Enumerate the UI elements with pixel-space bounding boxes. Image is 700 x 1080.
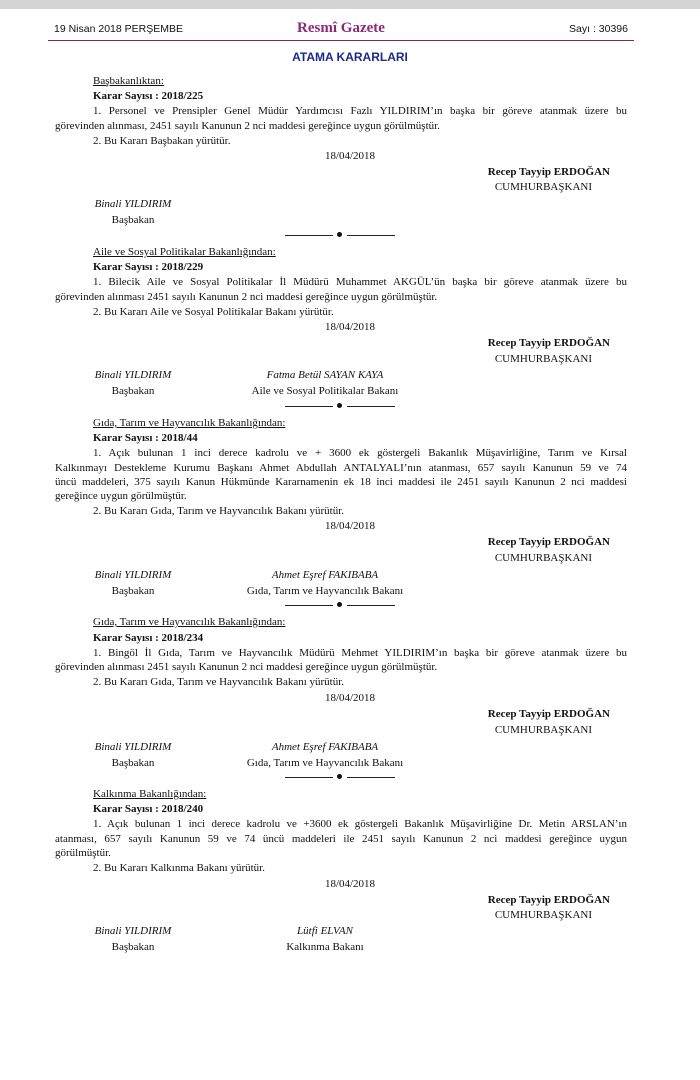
decree-date: 18/04/2018 bbox=[324, 150, 376, 162]
page-header bbox=[48, 18, 634, 41]
minister-title: Aile ve Sosyal Politikalar Bakanı bbox=[251, 385, 399, 397]
president-title: CUMHURBAŞKANI bbox=[494, 909, 592, 921]
minister-title: Kalkınma Bakanı bbox=[286, 941, 364, 953]
decree-number: Karar Sayısı : 2018/225 bbox=[93, 90, 204, 102]
section-title: ATAMA KARARLARI bbox=[292, 50, 408, 64]
decree-number: Karar Sayısı : 2018/240 bbox=[93, 803, 204, 815]
ministry-heading: Kalkınma Bakanlığından: bbox=[93, 788, 207, 800]
pm-name: Binali YILDIRIM bbox=[94, 369, 172, 381]
minister-name: Ahmet Eşref FAKIBABA bbox=[271, 741, 379, 753]
decree-date: 18/04/2018 bbox=[324, 520, 376, 532]
paragraph-line: Kalkınmayı Destekleme Kurumu Başkanı Ahmet Abdullah ANTALYALI’nın atanması, 657 sayılı Kanunun 59 ve 74 bbox=[55, 462, 627, 474]
paragraph-line: 1. Personel ve Prensipler Genel Müdür Yardımcısı Fazlı YILDIRIM’ın başka bir göreve atanmak üzere bu bbox=[93, 105, 627, 117]
paragraph-line: gereğince uygun görülmüştür. bbox=[55, 490, 187, 502]
paragraph-line: 1. Açık bulunan 1 inci derece kadrolu ve +3600 ek göstergeli Bakanlık Müşavirliğine Dr. Metin ARSLAN’ın bbox=[93, 818, 627, 830]
pm-title: Başbakan bbox=[111, 385, 155, 397]
top-strip bbox=[0, 0, 700, 9]
minister-name: Ahmet Eşref FAKIBABA bbox=[271, 569, 379, 581]
ministry-heading: Aile ve Sosyal Politikalar Bakanlığından: bbox=[93, 246, 276, 258]
paragraph-line: 1. Açık bulunan 1 inci derece kadrolu ve + 3600 ek göstergeli Bakanlık Müşavirliğine, Tarım ve Kırsal bbox=[93, 447, 627, 459]
president-title: CUMHURBAŞKANI bbox=[494, 181, 592, 193]
minister-name: Fatma Betül SAYAN KAYA bbox=[266, 369, 384, 381]
separator bbox=[285, 230, 395, 240]
decree-date: 18/04/2018 bbox=[324, 692, 376, 704]
ministry-heading: Gıda, Tarım ve Hayvancılık Bakanlığından: bbox=[93, 616, 286, 628]
president-name: Recep Tayyip ERDOĞAN bbox=[487, 166, 610, 178]
pm-name: Binali YILDIRIM bbox=[94, 925, 172, 937]
minister-title: Gıda, Tarım ve Hayvancılık Bakanı bbox=[246, 585, 404, 597]
president-name: Recep Tayyip ERDOĞAN bbox=[487, 894, 610, 906]
pm-name: Binali YILDIRIM bbox=[94, 198, 172, 210]
pm-name: Binali YILDIRIM bbox=[94, 741, 172, 753]
president-title: CUMHURBAŞKANI bbox=[494, 353, 592, 365]
president-name: Recep Tayyip ERDOĞAN bbox=[487, 337, 610, 349]
paragraph-line: görevinden alınması, 2451 sayılı Kanunun 2 nci maddesi gereğince uygun görülmüştür. bbox=[55, 120, 440, 132]
ministry-heading: Gıda, Tarım ve Hayvancılık Bakanlığından: bbox=[93, 417, 286, 429]
president-name: Recep Tayyip ERDOĞAN bbox=[487, 536, 610, 548]
decree-number: Karar Sayısı : 2018/234 bbox=[93, 632, 204, 644]
execution-clause: 2. Bu Kararı Gıda, Tarım ve Hayvancılık Bakanı yürütür. bbox=[93, 505, 345, 517]
separator bbox=[285, 772, 395, 782]
pm-title: Başbakan bbox=[111, 585, 155, 597]
issue-number: Sayı : 30396 bbox=[569, 23, 628, 35]
execution-clause: 2. Bu Kararı Başbakan yürütür. bbox=[93, 135, 231, 147]
decree-number: Karar Sayısı : 2018/229 bbox=[93, 261, 204, 273]
paragraph-line: görevinden alınması 2451 sayılı Kanunun 2 nci maddesi gereğince uygun görülmüştür. bbox=[55, 291, 438, 303]
gazette-title: Resmî Gazete bbox=[297, 20, 385, 36]
pm-title: Başbakan bbox=[111, 214, 155, 226]
president-title: CUMHURBAŞKANI bbox=[494, 552, 592, 564]
ministry-heading: Başbakanlıktan: bbox=[93, 75, 164, 87]
decree-number: Karar Sayısı : 2018/44 bbox=[93, 432, 198, 444]
pm-title: Başbakan bbox=[111, 757, 155, 769]
paragraph-line: görülmüştür. bbox=[55, 847, 111, 859]
separator bbox=[285, 600, 395, 610]
decree-date: 18/04/2018 bbox=[324, 878, 376, 890]
pm-name: Binali YILDIRIM bbox=[94, 569, 172, 581]
paragraph-line: üncü maddeleri, 375 sayılı Kanun Hükmünde Kararnamenin ek 18 inci maddesi ile 2451 sayılı Kanunun 2 nci maddesi bbox=[55, 476, 627, 488]
paragraph-line: 1. Bilecik Aile ve Sosyal Politikalar İl Müdürü Muhammet AKGÜL’ün başka bir göreve atanmak üzere bu bbox=[93, 276, 627, 288]
execution-clause: 2. Bu Kararı Gıda, Tarım ve Hayvancılık Bakanı yürütür. bbox=[93, 676, 345, 688]
execution-clause: 2. Bu Kararı Kalkınma Bakanı yürütür. bbox=[93, 862, 265, 874]
pm-title: Başbakan bbox=[111, 941, 155, 953]
paragraph-line: atanması, 657 sayılı Kanunun 59 ve 74 üncü maddeleri ile 2451 sayılı Kanunun 2 nci maddesi gereğince uygun bbox=[55, 833, 627, 845]
president-name: Recep Tayyip ERDOĞAN bbox=[487, 708, 610, 720]
decree-date: 18/04/2018 bbox=[324, 321, 376, 333]
president-title: CUMHURBAŞKANI bbox=[494, 724, 592, 736]
separator bbox=[285, 401, 395, 411]
paragraph-line: görevinden alınması 2451 sayılı Kanunun 2 nci maddesi gereğince uygun görülmüştür. bbox=[55, 661, 438, 673]
minister-title: Gıda, Tarım ve Hayvancılık Bakanı bbox=[246, 757, 404, 769]
minister-name: Lütfi ELVAN bbox=[297, 925, 353, 937]
execution-clause: 2. Bu Kararı Aile ve Sosyal Politikalar Bakanı yürütür. bbox=[93, 306, 334, 318]
header-date: 19 Nisan 2018 PERŞEMBE bbox=[54, 23, 183, 35]
paragraph-line: 1. Bingöl İl Gıda, Tarım ve Hayvancılık Müdürü Mehmet YILDIRIM’ın başka bir göreve atanmak üzere bu bbox=[93, 647, 627, 659]
